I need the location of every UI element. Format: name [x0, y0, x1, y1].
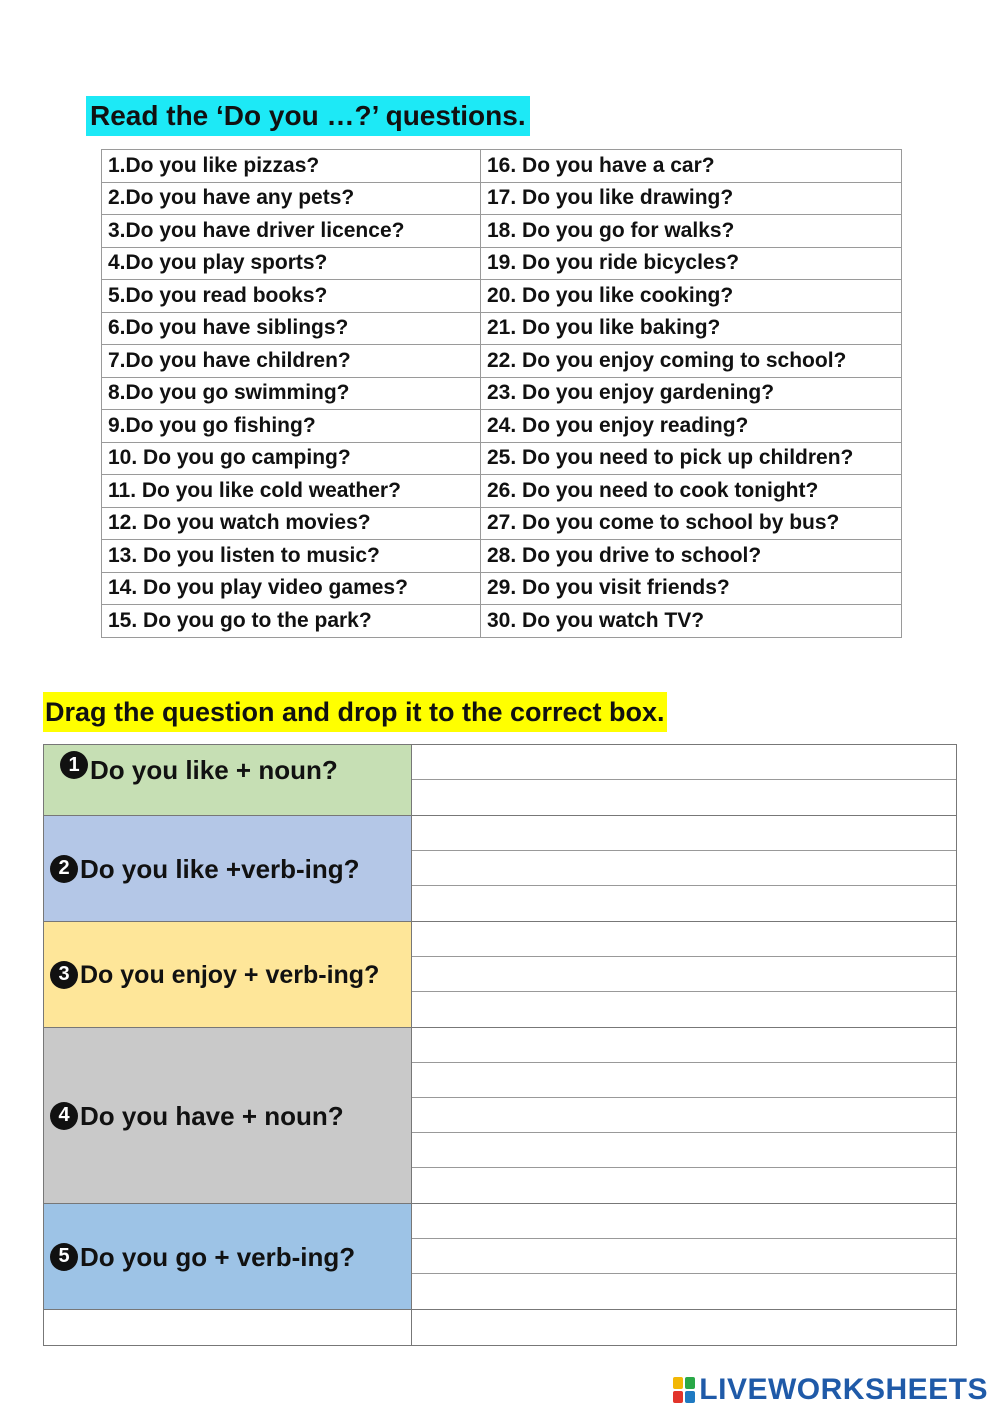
question-item[interactable]: 16. Do you have a car?: [481, 150, 902, 183]
category-label-text: Do you enjoy + verb-ing?: [80, 960, 380, 989]
logo-block: [685, 1377, 695, 1389]
drop-box[interactable]: [412, 1239, 956, 1274]
drop-box[interactable]: [412, 1098, 956, 1133]
drop-area: [412, 922, 957, 1027]
category-label-text: Do you have + noun?: [80, 1100, 344, 1131]
drop-box[interactable]: [412, 1028, 956, 1063]
number-badge-icon: 5: [50, 1243, 78, 1271]
drop-box[interactable]: [412, 1133, 956, 1168]
category-label: [43, 1204, 412, 1309]
category-label-text: Do you like +verb-ing?: [80, 853, 360, 884]
category-row: [43, 922, 957, 1028]
drop-box[interactable]: [412, 816, 956, 851]
question-item[interactable]: 11. Do you like cold weather?: [102, 475, 481, 508]
question-item[interactable]: 24. Do you enjoy reading?: [481, 410, 902, 443]
question-row: [102, 410, 902, 443]
question-row: [102, 605, 902, 638]
drop-box[interactable]: [412, 745, 956, 780]
question-row: [102, 540, 902, 573]
question-row: [102, 377, 902, 410]
drop-box[interactable]: [412, 1310, 956, 1345]
question-item[interactable]: 9.Do you go fishing?: [102, 410, 481, 443]
question-row: [102, 475, 902, 508]
question-item[interactable]: 21. Do you like baking?: [481, 312, 902, 345]
logo-icon: [673, 1377, 695, 1403]
drop-box[interactable]: [412, 1063, 956, 1098]
question-item[interactable]: 15. Do you go to the park?: [102, 605, 481, 638]
question-item[interactable]: 28. Do you drive to school?: [481, 540, 902, 573]
question-row: [102, 442, 902, 475]
drop-box[interactable]: [412, 851, 956, 886]
drop-area: [412, 745, 957, 815]
question-item[interactable]: 23. Do you enjoy gardening?: [481, 377, 902, 410]
drop-box[interactable]: [412, 957, 956, 992]
drop-area: [412, 1310, 957, 1345]
question-item[interactable]: 7.Do you have children?: [102, 345, 481, 378]
category-label: [43, 1028, 412, 1203]
category-label: [43, 1310, 412, 1345]
question-item[interactable]: 6.Do you have siblings?: [102, 312, 481, 345]
drop-box[interactable]: [412, 922, 956, 957]
question-item[interactable]: 20. Do you like cooking?: [481, 280, 902, 313]
question-row: [102, 345, 902, 378]
question-item[interactable]: 12. Do you watch movies?: [102, 507, 481, 540]
question-item[interactable]: 18. Do you go for walks?: [481, 215, 902, 248]
question-row: [102, 182, 902, 215]
category-label: [43, 745, 412, 815]
drop-box[interactable]: [412, 1274, 956, 1309]
question-item[interactable]: 19. Do you ride bicycles?: [481, 247, 902, 280]
question-item[interactable]: 13. Do you listen to music?: [102, 540, 481, 573]
logo-text: LIVEWORKSHEETS: [699, 1373, 988, 1406]
category-row: [43, 1028, 957, 1204]
category-row: [43, 744, 957, 816]
question-row: [102, 280, 902, 313]
question-row: [102, 312, 902, 345]
category-row: [43, 1310, 957, 1346]
question-item[interactable]: 2.Do you have any pets?: [102, 182, 481, 215]
drop-box[interactable]: [412, 886, 956, 921]
question-item[interactable]: 29. Do you visit friends?: [481, 572, 902, 605]
category-row: [43, 816, 957, 922]
question-item[interactable]: 10. Do you go camping?: [102, 442, 481, 475]
drop-box[interactable]: [412, 1204, 956, 1239]
category-row: [43, 1204, 957, 1310]
number-badge-icon: 3: [50, 961, 78, 989]
question-row: [102, 247, 902, 280]
question-item[interactable]: 25. Do you need to pick up children?: [481, 442, 902, 475]
drop-area: [412, 1028, 957, 1203]
question-row: [102, 150, 902, 183]
logo-block: [673, 1377, 683, 1389]
question-row: [102, 507, 902, 540]
question-item[interactable]: 30. Do you watch TV?: [481, 605, 902, 638]
drop-area: [412, 816, 957, 921]
drop-box[interactable]: [412, 1168, 956, 1203]
category-label-text: Do you go + verb-ing?: [80, 1241, 356, 1272]
question-item[interactable]: 3.Do you have driver licence?: [102, 215, 481, 248]
category-grid: [43, 744, 957, 1346]
logo-block: [685, 1391, 695, 1403]
number-badge-icon: 1: [60, 751, 88, 779]
question-row: [102, 572, 902, 605]
question-item[interactable]: 1.Do you like pizzas?: [102, 150, 481, 183]
liveworksheets-logo: [673, 1373, 988, 1407]
drop-box[interactable]: [412, 780, 956, 815]
category-label: [43, 816, 412, 921]
question-item[interactable]: 4.Do you play sports?: [102, 247, 481, 280]
drop-box[interactable]: [412, 992, 956, 1027]
page-title: Read the ‘Do you …?’ questions.: [86, 96, 530, 136]
question-item[interactable]: 17. Do you like drawing?: [481, 182, 902, 215]
logo-block: [673, 1391, 683, 1403]
drop-area: [412, 1204, 957, 1309]
question-row: [102, 215, 902, 248]
instructions-title: Drag the question and drop it to the correct box.: [43, 692, 667, 732]
question-item[interactable]: 26. Do you need to cook tonight?: [481, 475, 902, 508]
question-item[interactable]: 22. Do you enjoy coming to school?: [481, 345, 902, 378]
number-badge-icon: 4: [50, 1102, 78, 1130]
questions-table: [101, 149, 902, 638]
question-item[interactable]: 5.Do you read books?: [102, 280, 481, 313]
question-item[interactable]: 8.Do you go swimming?: [102, 377, 481, 410]
question-item[interactable]: 14. Do you play video games?: [102, 572, 481, 605]
category-label-text: Do you like + noun?: [90, 755, 338, 785]
category-label: [43, 922, 412, 1027]
question-item[interactable]: 27. Do you come to school by bus?: [481, 507, 902, 540]
number-badge-icon: 2: [50, 855, 78, 883]
